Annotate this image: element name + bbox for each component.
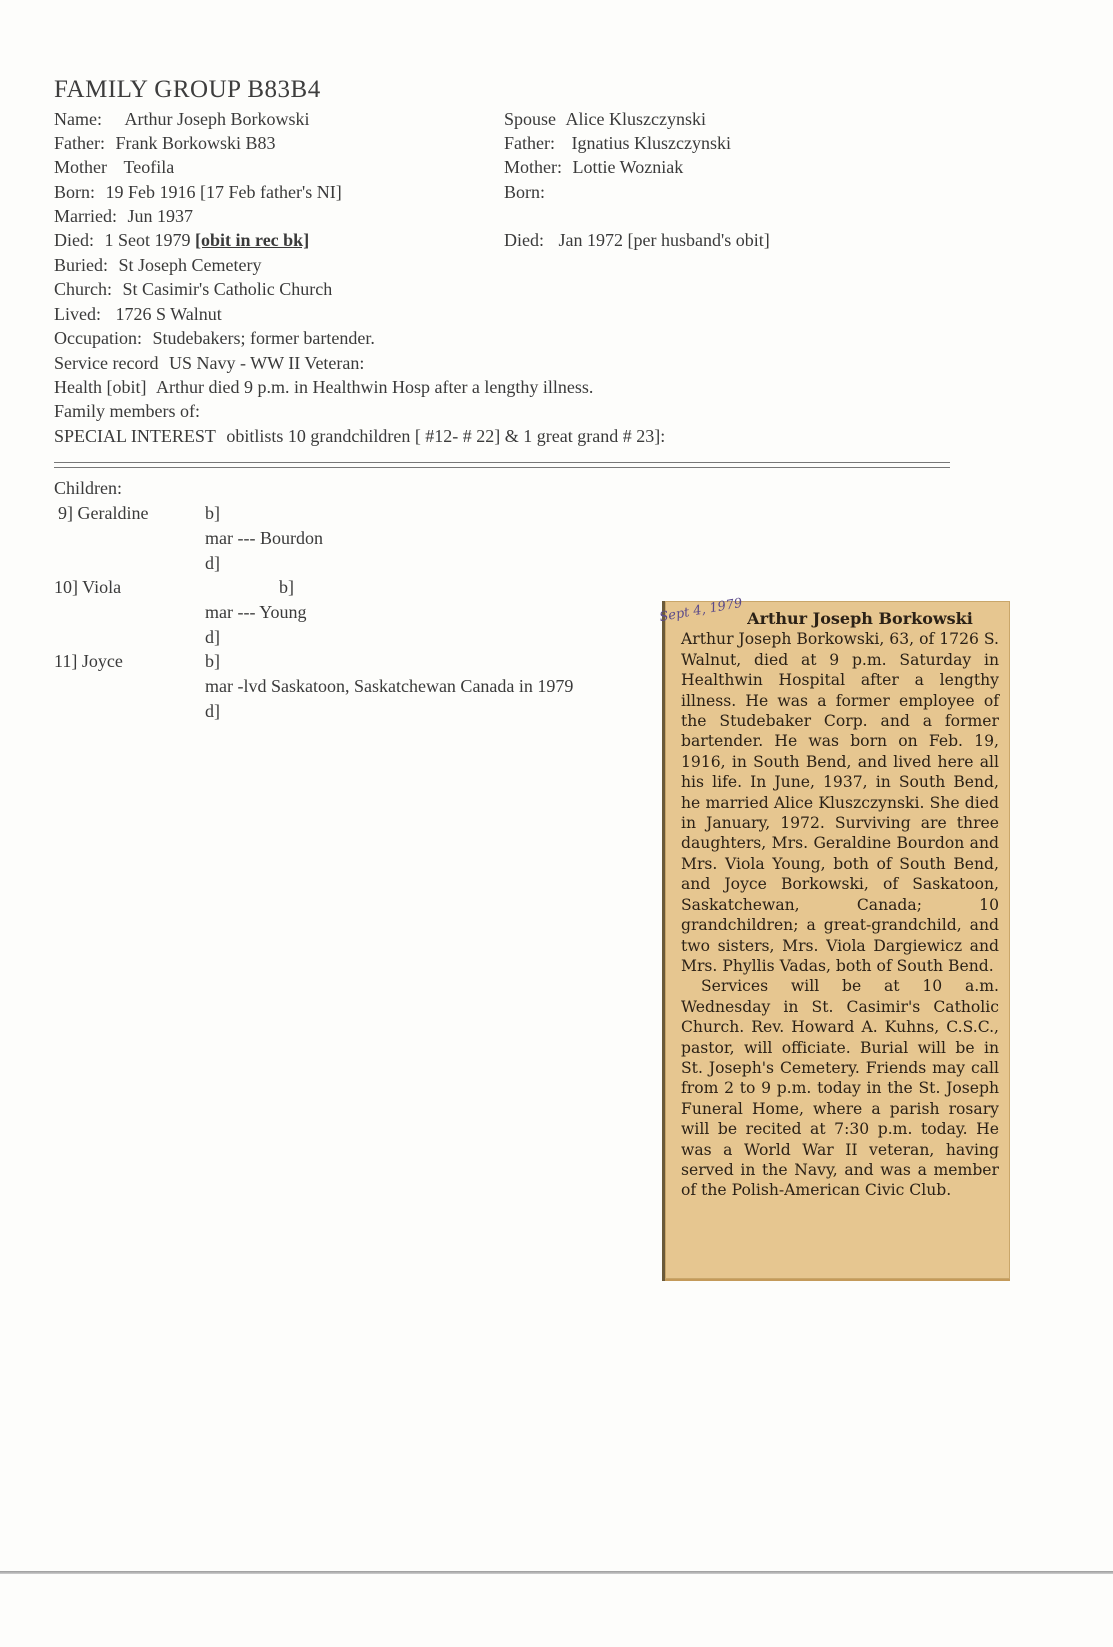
special-interest-row — [54, 425, 665, 447]
husband-name-row — [54, 108, 309, 130]
spouse-father-label: Father: — [504, 133, 555, 153]
health-value: Arthur died 9 p.m. in Healthwin Hosp after a lengthy illness. — [156, 377, 594, 397]
spouse-died: Jan 1972 [per husband's obit] — [558, 230, 770, 250]
spouse-died-row — [504, 229, 770, 251]
spouse-mother-label: Mother: — [504, 157, 562, 177]
child-name: 10] Viola — [54, 577, 122, 597]
husband-mother: Teofila — [123, 157, 175, 177]
buried-label: Buried: — [54, 255, 108, 275]
child-born: b] — [205, 503, 220, 523]
spouse-died-label: Died: — [504, 230, 544, 250]
spouse-born-label: Born: — [504, 182, 546, 202]
child-born: b] — [279, 577, 294, 597]
spouse-father-row — [504, 132, 731, 154]
child-name: 9] Geraldine — [58, 503, 149, 523]
married-label: Married: — [54, 206, 117, 226]
died-label: Died: — [54, 230, 94, 250]
obituary-clipping — [658, 595, 1010, 1281]
spouse-father: Ignatius Kluszczynski — [571, 133, 731, 153]
spouse-mother: Lottie Wozniak — [572, 157, 684, 177]
husband-name: Arthur Joseph Borkowski — [124, 109, 310, 129]
clipping-headline: Arthur Joseph Borkowski — [747, 609, 973, 628]
child-born: b] — [205, 651, 220, 671]
section-divider — [54, 462, 950, 468]
church-label: Church: — [54, 279, 112, 299]
married-row — [54, 205, 193, 227]
scan-edge-line — [0, 1571, 1113, 1574]
father-label: Father: — [54, 133, 105, 153]
obit-note: [obit in rec bk] — [195, 230, 310, 250]
service-label: Service record — [54, 353, 159, 373]
child-died: d] — [205, 701, 220, 721]
clipping-paragraph-2: Services will be at 10 a.m. Wednesday in St. Casimir's Catholic Church. Rev. Howard A. Kuhns, C.S.C., pastor, will officiate. Burial will be in St. Joseph's Cemetery. Friends may call from 2 to 9 p.m. today in the St. Joseph Funeral Home, where a parish rosary will be recited at 7:30 p.m. today. He was a World War II veteran, having served in the Navy, and was a member of the Polish-American Civic Club. — [681, 977, 999, 1200]
children-label: Children: — [54, 478, 122, 498]
special-value: obitlists 10 grandchildren [ #12- # 22] & 1 great grand # 23]: — [226, 426, 666, 446]
spouse-born-row — [504, 181, 551, 203]
husband-died-row — [54, 229, 309, 251]
occupation-value: Studebakers; former bartender. — [152, 328, 375, 348]
church-name: St Casimir's Catholic Church — [122, 279, 333, 299]
clipping-text — [681, 609, 999, 1201]
buried-row — [54, 254, 261, 276]
husband-father: Frank Borkowski B83 — [115, 133, 276, 153]
child-died: d] — [205, 553, 220, 573]
page-title: FAMILY GROUP B83B4 — [54, 76, 321, 103]
service-row — [54, 352, 364, 374]
buried-place: St Joseph Cemetery — [118, 255, 262, 275]
family-members-row — [54, 400, 200, 422]
husband-father-row — [54, 132, 276, 154]
lived-address: 1726 S Walnut — [115, 304, 222, 324]
mother-label: Mother — [54, 157, 107, 177]
husband-born-row — [54, 181, 342, 203]
child-married: mar --- Bourdon — [205, 528, 323, 548]
child-married: mar -lvd Saskatoon, Saskatchewan Canada in 1979 — [205, 676, 574, 696]
handwritten-date: Sept 4, 1979 — [658, 595, 744, 626]
child-name: 11] Joyce — [54, 651, 123, 671]
spouse-label: Spouse — [504, 109, 557, 129]
church-row — [54, 278, 332, 300]
born-label: Born: — [54, 182, 96, 202]
spouse-mother-row — [504, 156, 683, 178]
lived-row — [54, 303, 222, 325]
husband-died: 1 Seot 1979 — [104, 230, 191, 250]
occupation-label: Occupation: — [54, 328, 142, 348]
married-date: Jun 1937 — [127, 206, 193, 226]
spouse-name-row — [504, 108, 706, 130]
family-members-label: Family members of: — [54, 401, 200, 421]
husband-mother-row — [54, 156, 174, 178]
lived-label: Lived: — [54, 304, 101, 324]
health-label: Health [obit] — [54, 377, 147, 397]
occupation-row — [54, 327, 375, 349]
child-married: mar --- Young — [205, 602, 307, 622]
name-label: Name: — [54, 109, 102, 129]
special-label: SPECIAL INTEREST — [54, 426, 216, 446]
clipping-paragraph-1: Arthur Joseph Borkowski, 63, of 1726 S. Walnut, died at 9 p.m. Saturday in Healthwin Hospital after a lengthy illness. He was a former employee of the Studebaker Corp. and a former bartender. He was born on Feb. 19, 1916, in South Bend, and lived here all his life. In June, 1937, in South Bend, he married Alice Kluszczynski. She died in January, 1972. Surviving are three daughters, Mrs. Geraldine Bourdon and Mrs. Viola Young, both of South Bend, and Joyce Borkowski, of Saskatoon, Saskatchewan, Canada; 10 grandchildren; a great-grandchild, and two sisters, Mrs. Viola Dargiewicz and Mrs. Phyllis Vadas, both of South Bend. — [681, 630, 999, 975]
husband-born: 19 Feb 1916 [17 Feb father's NI] — [105, 182, 342, 202]
child-died: d] — [205, 627, 220, 647]
service-value: US Navy - WW II Veteran: — [168, 353, 365, 373]
spouse-name: Alice Kluszczynski — [565, 109, 706, 129]
health-row — [54, 376, 593, 398]
